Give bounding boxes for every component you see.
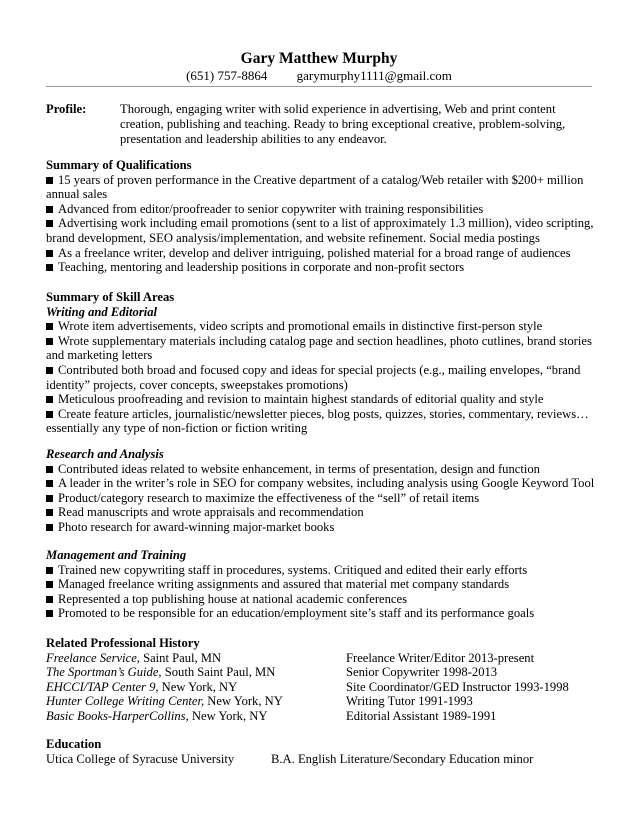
bullet-square-icon — [46, 495, 53, 502]
list-item: Photo research for award-winning major-market books — [46, 520, 601, 535]
history-org: Freelance Service, — [46, 650, 140, 665]
bullet-square-icon — [46, 338, 53, 345]
list-item: As a freelance writer, develop and deliver intriguing, polished material for a broad range of audiences — [46, 246, 601, 261]
list-item: Trained new copywriting staff in procedures, systems. Critiqued and edited their early efforts — [46, 563, 601, 578]
writing-subheading: Writing and Editorial — [46, 304, 158, 319]
education-degree: B.A. English Literature/Secondary Education minor — [271, 751, 534, 766]
history-org: EHCCI/TAP Center 9, — [46, 679, 159, 694]
bullet-square-icon — [46, 581, 53, 588]
history-location: New York, NY — [188, 708, 268, 723]
qualifications-heading: Summary of Qualifications — [46, 158, 192, 172]
applicant-name: Gary Matthew Murphy — [240, 50, 398, 67]
bullet-square-icon — [46, 411, 53, 418]
list-item: Advertising work including email promotions (sent to a list of approximately 1.3 million), video scripting, brand development, SEO analysis/implementation, and website refinement. Social media postings — [46, 216, 594, 245]
list-item: Managed freelance writing assignments and assured that material met company standards — [46, 577, 601, 592]
bullet-square-icon — [46, 264, 53, 271]
management-subheading: Management and Training — [46, 548, 187, 562]
history-heading: Related Professional History — [46, 636, 200, 650]
list-item: Product/category research to maximize the effectiveness of the “sell” of retail items — [46, 491, 601, 506]
list-item: Meticulous proofreading and revision to maintain highest standards of editorial quality and style — [46, 392, 601, 407]
profile-text: Thorough, engaging writer with solid experience in advertising, Web and print content creation, publishing and teaching. Ready to bring exceptional creative, problem-solving, presentation and leadership abilities to any endeavor. — [120, 102, 566, 146]
history-role: Editorial Assistant 1989-1991 — [346, 708, 497, 723]
history-location: South Saint Paul, MN — [161, 665, 276, 680]
list-item: Wrote supplementary materials including catalog page and section headlines, photo cutlines, brand stories and marketing letters — [46, 333, 592, 363]
list-item: Represented a top publishing house at national academic conferences — [46, 592, 601, 607]
history-role: Senior Copywriter 1998-2013 — [346, 665, 498, 680]
history-role: Writing Tutor 1991-1993 — [346, 694, 473, 709]
education-heading: Education — [46, 737, 102, 751]
list-item: Read manuscripts and wrote appraisals and recommendation — [46, 505, 601, 520]
history-location: New York, NY — [204, 694, 283, 709]
history-row — [46, 651, 606, 666]
skills-management-section — [46, 548, 601, 621]
list-item: 15 years of proven performance in the Creative department of a catalog/Web retailer with $200+ million annual sales — [46, 172, 584, 202]
bullet-square-icon — [46, 323, 53, 330]
history-role: Freelance Writer/Editor 2013-present — [346, 650, 535, 665]
bullet-square-icon — [46, 466, 53, 473]
bullet-square-icon — [46, 206, 53, 213]
bullet-square-icon — [46, 220, 53, 227]
contact-line — [0, 68, 638, 84]
bullet-square-icon — [46, 596, 53, 603]
bullet-square-icon — [46, 509, 53, 516]
history-section — [46, 636, 606, 724]
phone-number: (651) 757-8864 — [186, 68, 268, 83]
bullet-square-icon — [46, 177, 53, 184]
header-divider — [46, 86, 592, 87]
list-item: Contributed ideas related to website enhancement, in terms of presentation, design and function — [46, 462, 601, 477]
history-org: Basic Books-HarperCollins, — [46, 708, 189, 723]
list-item: Contributed both broad and focused copy and ideas for special projects (e.g., mailing envelopes, “brand identity” projects, cover concepts, sweepstakes promotions) — [46, 362, 581, 392]
bullet-square-icon — [46, 524, 53, 531]
list-item: Promoted to be responsible for an education/employment site’s staff and its performance goals — [46, 606, 601, 621]
skills-writing-section — [46, 290, 601, 436]
research-subheading: Research and Analysis — [46, 447, 164, 461]
skills-research-section — [46, 447, 601, 535]
history-row — [46, 694, 606, 709]
email-address: garymurphy1111@gmail.com — [296, 68, 452, 83]
history-row — [46, 680, 606, 695]
history-org: Hunter College Writing Center, — [46, 694, 205, 709]
bullet-square-icon — [46, 480, 53, 487]
history-role: Site Coordinator/GED Instructor 1993-1998 — [346, 679, 569, 694]
list-item: A leader in the writer’s role in SEO for company websites, including analysis using Google Keyword Tool — [46, 476, 601, 491]
bullet-square-icon — [46, 610, 53, 617]
history-location: New York, NY — [158, 679, 238, 694]
history-org: The Sportman’s Guide, — [46, 665, 162, 680]
bullet-square-icon — [46, 250, 53, 257]
bullet-square-icon — [46, 567, 53, 574]
profile-label: Profile: — [46, 102, 87, 116]
history-row — [46, 665, 606, 680]
history-row — [46, 709, 606, 724]
bullet-square-icon — [46, 396, 53, 403]
education-row — [46, 752, 606, 767]
list-item: Wrote item advertisements, video scripts and promotional emails in distinctive first-person style — [46, 319, 601, 334]
skills-heading: Summary of Skill Areas — [46, 290, 175, 304]
bullet-square-icon — [46, 367, 53, 374]
list-item: Advanced from editor/proofreader to senior copywriter with training responsibilities — [46, 202, 601, 217]
qualifications-section — [46, 158, 601, 275]
list-item: Create feature articles, journalistic/newsletter pieces, blog posts, quizzes, stories, commentary, reviews…essentially any type of non-fiction or fiction writing — [46, 406, 589, 436]
education-section — [46, 737, 606, 766]
list-item: Teaching, mentoring and leadership positions in corporate and non-profit sectors — [46, 260, 601, 275]
education-school: Utica College of Syracuse University — [46, 751, 235, 766]
history-location: Saint Paul, MN — [139, 650, 222, 665]
